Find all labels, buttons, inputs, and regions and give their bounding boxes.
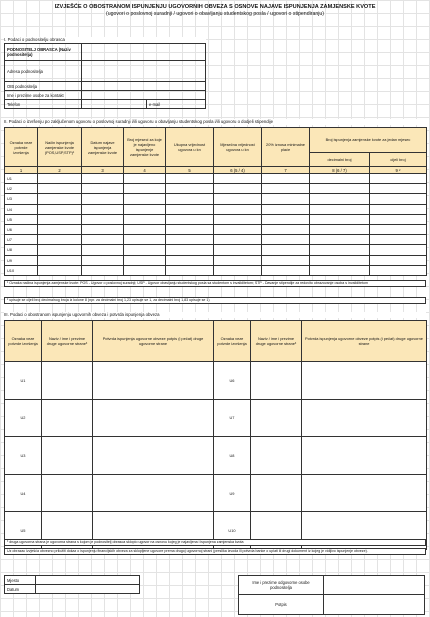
table-cell[interactable] — [262, 194, 310, 204]
table-cell[interactable] — [166, 255, 214, 265]
column-number: 7 — [262, 167, 310, 174]
column-number: 4 — [124, 167, 166, 174]
responsible-person-label: Ime i prezime odgovorne osobe podnositelja — [239, 576, 324, 595]
table-cell[interactable] — [38, 204, 82, 214]
table-cell[interactable] — [82, 214, 124, 224]
counterparty-name-field[interactable] — [42, 437, 93, 475]
subheader-decimal: decimalni broj — [310, 152, 370, 166]
counterparty-signature-field[interactable] — [93, 437, 214, 475]
table-cell[interactable] — [124, 174, 166, 184]
contact-person-label: Ime i prezime osobe za kontakt — [5, 91, 82, 100]
fulfilment-table — [4, 127, 427, 276]
table-cell[interactable] — [166, 224, 214, 234]
table-cell[interactable] — [310, 204, 370, 214]
signature-label: Potpis — [239, 595, 324, 615]
table-cell[interactable] — [124, 235, 166, 245]
header-col2: Način ispunjenja zamjenske kvote (POS,USP,STP)¹ — [38, 128, 82, 167]
confirmation-rows — [5, 362, 427, 550]
table-cell[interactable] — [370, 214, 427, 224]
section3-title: III. Podaci o obostranom ispunjenju ugovornih obveza i potvrda ispunjenja obveza — [4, 312, 426, 318]
counterparty-name-field[interactable] — [42, 362, 93, 400]
table-cell[interactable] — [370, 194, 427, 204]
fulfilment-rows — [5, 174, 427, 276]
header-col7: 20% iznosa minimalne plaće — [262, 128, 310, 167]
table-cell[interactable] — [262, 214, 310, 224]
row-label: U9 — [214, 474, 251, 512]
table-cell[interactable] — [82, 255, 124, 265]
counterparty-name-field[interactable] — [251, 437, 302, 475]
header-col5: Ukupna vrijednost ugovora u kn — [166, 128, 214, 167]
table-cell[interactable] — [214, 265, 262, 275]
date-label: Datum — [5, 585, 36, 594]
counterparty-signature-field[interactable] — [302, 362, 427, 400]
table-cell[interactable] — [124, 214, 166, 224]
table-cell[interactable] — [82, 224, 124, 234]
table-cell[interactable] — [262, 265, 310, 275]
table-cell[interactable] — [370, 204, 427, 214]
table-cell[interactable] — [166, 265, 214, 275]
header-col3: Datum najave ispunjenja zamjenske kvote — [82, 128, 124, 167]
subheader-integer: cijeli broj — [370, 152, 427, 166]
column-number-row — [5, 167, 427, 174]
submitter-name-field[interactable] — [82, 44, 206, 61]
table-cell[interactable] — [214, 245, 262, 255]
table-row — [5, 194, 427, 204]
confirmation-table — [4, 320, 427, 550]
counterparty-name-field[interactable] — [251, 474, 302, 512]
header-col1: Oznaka veze potvrde izvršenja — [5, 128, 38, 167]
table-cell[interactable] — [370, 265, 427, 275]
submitter-table — [4, 43, 206, 109]
table-cell[interactable] — [124, 265, 166, 275]
contact-person-field[interactable] — [82, 91, 206, 100]
footnote-1: ¹ Oznaka načina ispunjenja zamjenske kvote: POS - Ugovor o poslovnoj suradnji; USP - Ugovor obavljanju studentskog posla sa studentom s invaliditetom; STP - Davanje stipendije za redovito obrazovanje osoba s invaliditetom — [4, 280, 426, 287]
row-label: U2 — [5, 399, 42, 437]
table-cell[interactable] — [310, 214, 370, 224]
confirmation-row — [5, 399, 427, 437]
table-cell[interactable] — [214, 204, 262, 214]
submitter-oib-field[interactable] — [82, 82, 206, 91]
table-cell[interactable] — [82, 265, 124, 275]
table-row — [5, 245, 427, 255]
table-cell[interactable] — [370, 224, 427, 234]
counterparty-signature-field[interactable] — [93, 399, 214, 437]
row-label: U1 — [5, 174, 38, 184]
submitter-name-label: PODNOSITELJ OBRASCA (Naziv podnositelja) — [5, 44, 82, 61]
table-cell[interactable] — [310, 194, 370, 204]
table-cell[interactable] — [310, 224, 370, 234]
counterparty-signature-field[interactable] — [302, 474, 427, 512]
table-cell[interactable] — [262, 224, 310, 234]
table-cell[interactable] — [166, 174, 214, 184]
responsible-person-field[interactable] — [324, 576, 425, 595]
row-label: U8 — [5, 245, 38, 255]
table-cell[interactable] — [38, 174, 82, 184]
table-cell[interactable] — [214, 224, 262, 234]
table-cell[interactable] — [38, 184, 82, 194]
row-label: U4 — [5, 204, 38, 214]
table-row — [5, 204, 427, 214]
table-cell[interactable] — [124, 194, 166, 204]
counterparty-signature-field[interactable] — [302, 437, 427, 475]
table-cell[interactable] — [214, 214, 262, 224]
confirm-header-left-1: Oznaka veze potvrde izvršenja — [5, 321, 42, 362]
row-label: U7 — [214, 399, 251, 437]
table-cell[interactable] — [166, 235, 214, 245]
signature-field[interactable] — [324, 595, 425, 615]
table-cell[interactable] — [38, 235, 82, 245]
table-cell[interactable] — [262, 204, 310, 214]
row-label: U5 — [5, 214, 38, 224]
counterparty-name-field[interactable] — [42, 474, 93, 512]
table-cell[interactable] — [82, 235, 124, 245]
column-number: 1 — [5, 167, 38, 174]
table-cell[interactable] — [262, 235, 310, 245]
header-col4: Broj mjeseci za koje je najavljeno ispunjenje zamjenske kvote — [124, 128, 166, 167]
table-row — [5, 224, 427, 234]
row-label: U6 — [214, 362, 251, 400]
document-subtitle: (ugovori o poslovnoj suradnji / ugovori o obavljanju studentskog posla / ugovori o stipendiranju) — [105, 11, 324, 17]
table-row — [5, 255, 427, 265]
row-label: U1 — [5, 362, 42, 400]
row-label: U3 — [5, 194, 38, 204]
counterparty-signature-field[interactable] — [302, 399, 427, 437]
table-cell[interactable] — [38, 224, 82, 234]
table-cell[interactable] — [262, 245, 310, 255]
document-title: IZVJEŠĆE O OBOSTRANOM ISPUNJENJU UGOVORNIH OBVEZA S OSNOVE NAJAVE ISPUNJENJA ZAMJENSKE KVOTE — [54, 4, 376, 10]
table-cell[interactable] — [82, 184, 124, 194]
table-cell[interactable] — [166, 245, 214, 255]
row-label: U2 — [5, 184, 38, 194]
row-label: U10 — [214, 512, 251, 550]
table-cell[interactable] — [214, 255, 262, 265]
column-number: 3 — [82, 167, 124, 174]
row-label: U7 — [5, 235, 38, 245]
confirmation-row — [5, 474, 427, 512]
email-label: e-mail — [149, 101, 161, 107]
section2-title: II. Podaci o izvršenju po zaključenom ugovoru o poslovnoj suradnji i/ili ugovoru o obavljanju studentskog posla i/ili ugovoru o dodjeli stipendije — [4, 119, 426, 125]
footnote-2: ² upisuje se cijeli broj decimalnog broja iz kolone 8 (npr. za decimalni broj 1,23 upisuje se 1, za decimalni broj 1,83 upisuje se 1) — [4, 297, 426, 304]
attachment-note: Uz obrazac izvješća obvezno priložiti dokaz o ispunjenju financijskih obveza za sklopljene ugovore prema drugoj ugovornoj strani (preslika izvoda ili potvrda banke o uplati ili drugi dokument iz kojeg je vidljivo ispunjenje obveze). — [4, 548, 426, 555]
table-row — [5, 214, 427, 224]
table-cell[interactable] — [370, 235, 427, 245]
table-row — [5, 174, 427, 184]
header-col6: Mjesečna vrijednost ugovora u kn — [214, 128, 262, 167]
phone-label: Telefon — [5, 100, 82, 109]
table-cell[interactable] — [82, 174, 124, 184]
phone-field[interactable] — [82, 100, 147, 109]
table-row — [5, 184, 427, 194]
place-field[interactable] — [36, 576, 140, 585]
table-cell[interactable] — [38, 255, 82, 265]
table-cell[interactable] — [124, 245, 166, 255]
confirm-header-right-3: Potvrda ispunjenja ugovorne obveze potpis (i pečat) druge ugovorne strane — [302, 321, 427, 362]
table-cell[interactable] — [124, 224, 166, 234]
table-cell[interactable] — [214, 194, 262, 204]
table-cell[interactable] — [370, 184, 427, 194]
table-cell[interactable] — [214, 184, 262, 194]
table-cell[interactable] — [38, 214, 82, 224]
section1-title: I. Podaci o podnositelju obrasca — [4, 37, 206, 43]
table-cell[interactable] — [310, 184, 370, 194]
table-cell[interactable] — [166, 194, 214, 204]
place-date-table — [4, 575, 140, 594]
table-cell[interactable] — [124, 184, 166, 194]
table-cell[interactable] — [38, 194, 82, 204]
table-cell[interactable] — [82, 204, 124, 214]
column-number: 8 (6 / 7) — [310, 167, 370, 174]
table-cell[interactable] — [166, 184, 214, 194]
table-row — [5, 265, 427, 275]
column-number: 2 — [38, 167, 82, 174]
table-cell[interactable] — [310, 245, 370, 255]
table-cell[interactable] — [38, 265, 82, 275]
table-cell[interactable] — [214, 174, 262, 184]
table-cell[interactable] — [310, 235, 370, 245]
table-cell[interactable] — [370, 174, 427, 184]
confirm-header-left-3: Potvrda ispunjenja ugovorne obveze potpis (i pečat) druge ugovorne strane — [93, 321, 214, 362]
footnote-3: ³ druga ugovorna strana je ugovorna strana s kojom je podnositelj obrasca sklopio ugovor na osnovu kojeg je najavljena i ispunjena zamjenska kvota — [4, 539, 426, 546]
submitter-oib-label: OIB podnositelja — [5, 82, 82, 91]
table-cell[interactable] — [310, 265, 370, 275]
counterparty-signature-field[interactable] — [93, 362, 214, 400]
table-cell[interactable] — [262, 255, 310, 265]
confirm-header-right-1: Oznaka veze potvrde izvršenja — [214, 321, 251, 362]
counterparty-name-field[interactable] — [251, 362, 302, 400]
confirmation-row — [5, 437, 427, 475]
table-cell[interactable] — [310, 255, 370, 265]
table-cell[interactable] — [370, 255, 427, 265]
date-field[interactable] — [36, 585, 140, 594]
place-label: Mjesto — [5, 576, 36, 585]
table-cell[interactable] — [124, 204, 166, 214]
table-cell[interactable] — [82, 245, 124, 255]
submitter-address-label: Adresa podnositelja — [5, 61, 82, 82]
table-cell[interactable] — [262, 174, 310, 184]
confirm-header-right-2: Naziv / ime i prezime druge ugovorne strane³ — [251, 321, 302, 362]
signature-table — [238, 575, 425, 615]
row-label: U9 — [5, 255, 38, 265]
table-cell[interactable] — [214, 235, 262, 245]
column-number: 6 (5 / 4) — [214, 167, 262, 174]
table-cell[interactable] — [38, 245, 82, 255]
counterparty-name-field[interactable] — [42, 399, 93, 437]
column-number: 5 — [166, 167, 214, 174]
email-field[interactable] — [147, 100, 206, 109]
counterparty-signature-field[interactable] — [93, 474, 214, 512]
header-col8-9: Broj ispunjenja zamjenske kvote za jedan mjesec — [310, 128, 427, 153]
submitter-address-field[interactable] — [82, 61, 206, 82]
row-label: U5 — [5, 512, 42, 550]
row-label: U4 — [5, 474, 42, 512]
table-cell[interactable] — [166, 204, 214, 214]
table-cell[interactable] — [370, 245, 427, 255]
confirmation-row — [5, 362, 427, 400]
column-number: 9 ² — [370, 167, 427, 174]
table-cell[interactable] — [124, 255, 166, 265]
table-cell[interactable] — [82, 194, 124, 204]
row-label: U10 — [5, 265, 38, 275]
table-row — [5, 235, 427, 245]
confirm-header-left-2: Naziv / ime i prezime druge ugovorne strane³ — [42, 321, 93, 362]
row-label: U8 — [214, 437, 251, 475]
table-cell[interactable] — [310, 174, 370, 184]
row-label: U6 — [5, 224, 38, 234]
table-cell[interactable] — [262, 184, 310, 194]
row-label: U3 — [5, 437, 42, 475]
counterparty-name-field[interactable] — [251, 399, 302, 437]
table-cell[interactable] — [166, 214, 214, 224]
